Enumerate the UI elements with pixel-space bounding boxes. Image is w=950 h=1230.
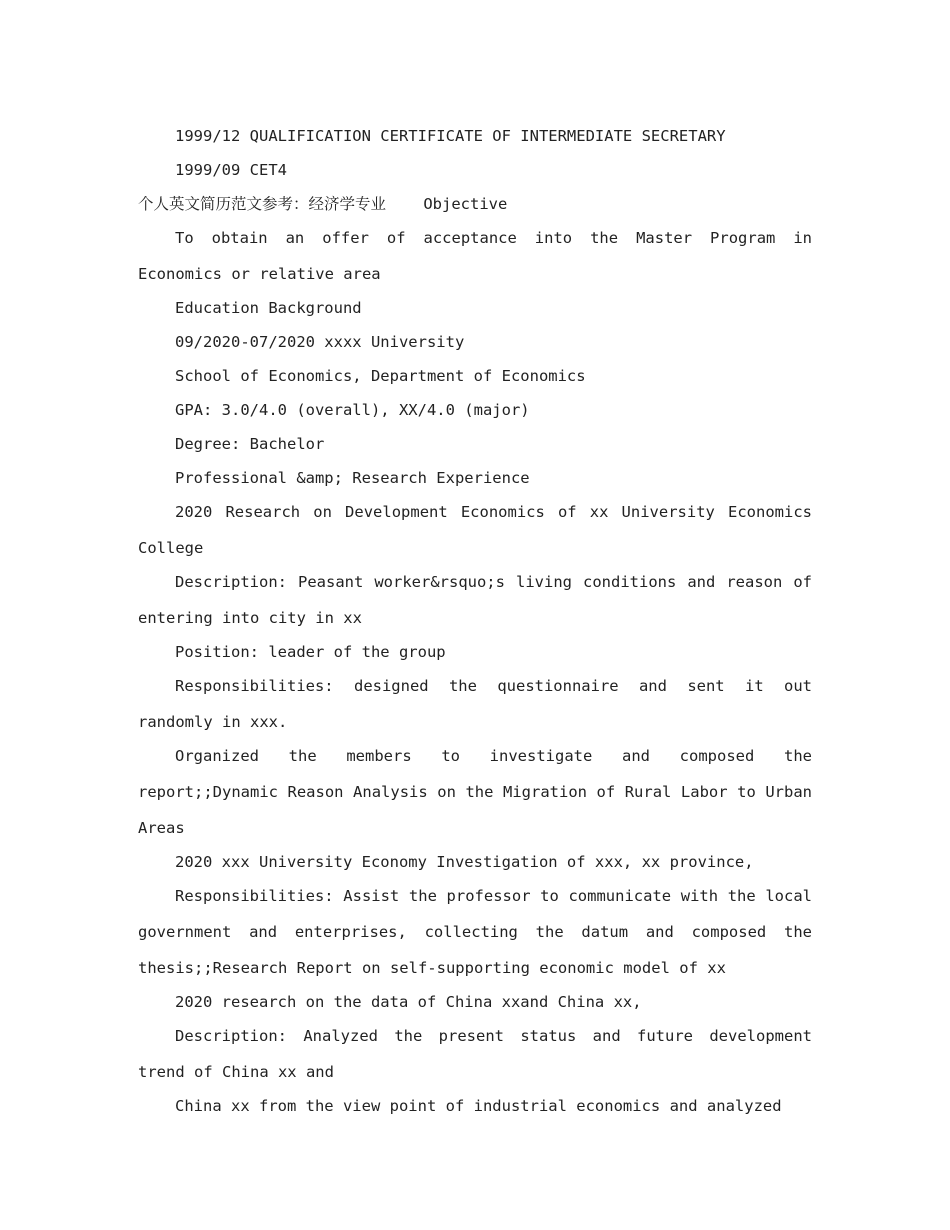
paragraph: 2020 xxx University Economy Investigation of xxx, xx province, bbox=[175, 853, 754, 871]
paragraph: Responsibilities: designed the questionnaire and sent it out randomly in xxx. bbox=[138, 677, 812, 731]
objective-label: Objective bbox=[423, 195, 508, 213]
paragraph: Description: Peasant worker&rsquo;s living conditions and reason of entering into city in xx bbox=[138, 573, 812, 627]
paragraph: Position: leader of the group bbox=[175, 643, 446, 661]
paragraph: 2020 research on the data of China xxand China xx, bbox=[175, 993, 642, 1011]
paragraph: Education Background bbox=[175, 299, 362, 317]
paragraph: Professional &amp; Research Experience bbox=[175, 469, 530, 487]
paragraph: Responsibilities: Assist the professor to communicate with the local government and enterprises, collecting the datum and composed the thesis;;Research Report on self-supporting economic model of xx bbox=[138, 887, 812, 977]
paragraph: Degree: Bachelor bbox=[175, 435, 325, 453]
paragraph: China xx from the view point of industrial economics and analyzed bbox=[175, 1097, 782, 1115]
paragraph: Description: Analyzed the present status and future development trend of China xx and bbox=[138, 1027, 812, 1081]
section-heading bbox=[138, 186, 812, 222]
paragraph: School of Economics, Department of Economics bbox=[175, 367, 586, 385]
paragraph: 2020 Research on Development Economics of xx University Economics College bbox=[138, 503, 812, 557]
paragraph: GPA: 3.0/4.0 (overall), XX/4.0 (major) bbox=[175, 401, 530, 419]
heading-chinese: 个人英文简历范文参考：经济学专业 bbox=[138, 195, 387, 213]
paragraph: Organized the members to investigate and composed the report;;Dynamic Reason Analysis on the Migration of Rural Labor to Urban Areas bbox=[138, 747, 812, 837]
paragraph: To obtain an offer of acceptance into the Master Program in Economics or relative area bbox=[138, 229, 812, 283]
paragraph: 09/2020-07/2020 xxxx University bbox=[175, 333, 465, 351]
cert-line-1: 1999/12 QUALIFICATION CERTIFICATE OF INTERMEDIATE SECRETARY bbox=[175, 127, 726, 145]
cert-line-2: 1999/09 CET4 bbox=[175, 161, 287, 179]
document-body bbox=[138, 118, 812, 1122]
